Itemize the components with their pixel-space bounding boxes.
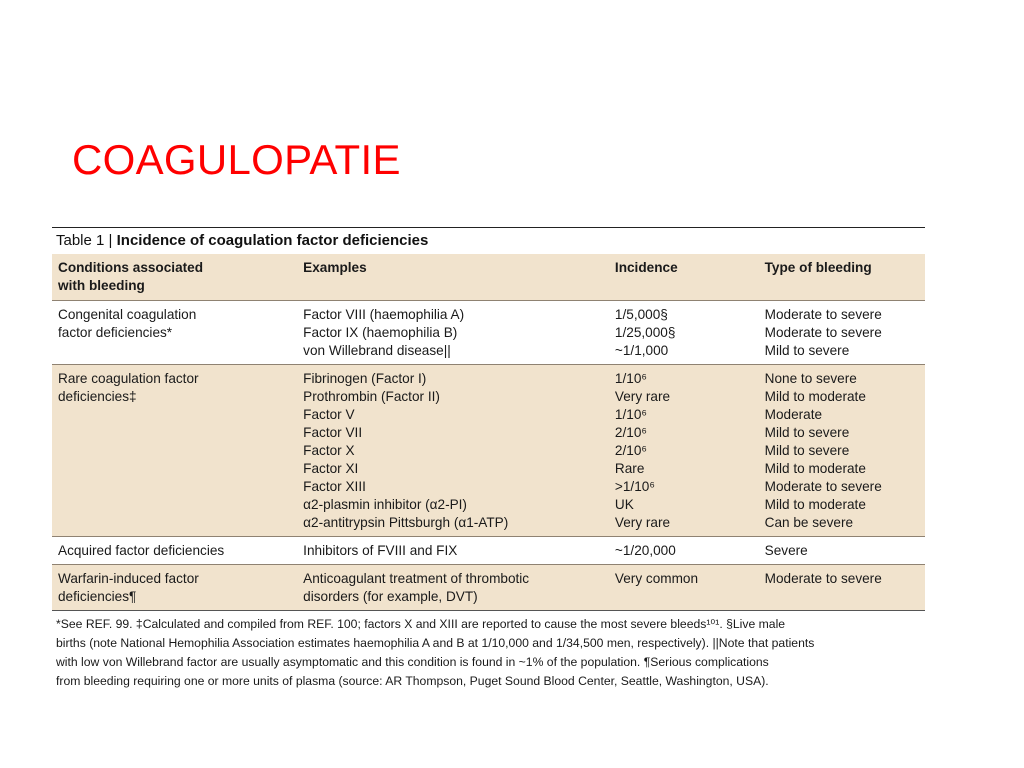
examples-cell-line: Inhibitors of FVIII and FIX: [303, 543, 458, 558]
bleeding-cell: [759, 565, 925, 611]
examples-cell-line: Factor V: [303, 407, 355, 422]
examples-cell-line: α2-plasmin inhibitor (α2-PI): [303, 497, 467, 512]
incidence-cell: [609, 565, 759, 611]
data-table: [52, 254, 925, 610]
examples-cell-line: Factor XIII: [303, 479, 366, 494]
examples-cell-line: Factor VIII (haemophilia A): [303, 307, 465, 322]
bleeding-cell-line: Mild to severe: [764, 343, 850, 358]
examples-cell-line: Prothrombin (Factor II): [303, 389, 440, 404]
header-incidence: Incidence: [609, 254, 759, 301]
examples-cell: [297, 365, 609, 537]
header-conditions-line: with bleeding: [58, 278, 145, 293]
footnote-line: from bleeding requiring one or more units of plasma (source: AR Thompson, Puget Sound Blood Center, Seattle, Washington, USA).: [56, 674, 769, 688]
table-body: [52, 301, 925, 611]
table-caption: [52, 227, 925, 254]
bleeding-cell-line: Moderate to severe: [764, 325, 882, 340]
bleeding-cell-line: Severe: [764, 543, 808, 558]
footnote-line: with low von Willebrand factor are usually asymptomatic and this condition is found in ~1% of the population. ¶Serious complications: [56, 655, 769, 669]
slide-title: COAGULOPATIE: [72, 136, 401, 183]
incidence-cell-line: UK: [614, 497, 634, 512]
table-header-row: [52, 254, 925, 301]
incidence-cell-line: Very common: [614, 571, 699, 586]
incidence-cell-line: ~1/1,000: [614, 343, 669, 358]
examples-cell-line: von Willebrand disease||: [303, 343, 451, 358]
condition-cell: [52, 365, 297, 537]
condition-cell-line: Rare coagulation factor: [58, 371, 199, 386]
bleeding-cell: [759, 537, 925, 565]
table-footnote: [52, 610, 925, 691]
examples-cell-line: Factor XI: [303, 461, 359, 476]
bleeding-cell-line: None to severe: [764, 371, 857, 386]
table-row: [52, 365, 925, 537]
incidence-cell-line: Very rare: [614, 515, 671, 530]
examples-cell-line: Anticoagulant treatment of thrombotic: [303, 571, 530, 586]
bleeding-cell-line: Moderate to severe: [764, 479, 882, 494]
examples-cell-line: disorders (for example, DVT): [303, 589, 478, 604]
bleeding-cell-line: Mild to moderate: [764, 497, 866, 512]
bleeding-cell-line: Mild to moderate: [764, 389, 866, 404]
examples-cell-line: Fibrinogen (Factor I): [303, 371, 427, 386]
condition-cell: [52, 301, 297, 365]
condition-cell-line: deficiencies¶: [58, 589, 137, 604]
bleeding-cell: [759, 365, 925, 537]
examples-cell-line: Factor IX (haemophilia B): [303, 325, 458, 340]
condition-cell-line: factor deficiencies*: [58, 325, 173, 340]
table-caption-label: Table 1 |: [56, 232, 113, 249]
bleeding-cell-line: Moderate to severe: [764, 307, 882, 322]
examples-cell: [297, 301, 609, 365]
incidence-cell-line: Rare: [614, 461, 645, 476]
condition-cell-line: Congenital coagulation: [58, 307, 197, 322]
incidence-cell-line: 1/25,000§: [614, 325, 676, 340]
condition-cell-line: Warfarin-induced factor: [58, 571, 199, 586]
examples-cell-line: α2-antitrypsin Pittsburgh (α1-ATP): [303, 515, 509, 530]
examples-cell-line: Factor VII: [303, 425, 363, 440]
incidence-cell: [609, 537, 759, 565]
table-caption-title: Incidence of coagulation factor deficiencies: [116, 232, 429, 249]
incidence-cell-line: 1/10⁶: [614, 371, 647, 386]
examples-cell: [297, 537, 609, 565]
condition-cell: [52, 565, 297, 611]
header-conditions-line: Conditions associated: [58, 260, 204, 275]
footnote-line: births (note National Hemophilia Association estimates haemophilia A and B at 1/10,000 and 1/34,500 men, respectively). ||Note that patients: [56, 636, 815, 650]
bleeding-cell-line: Mild to severe: [764, 425, 850, 440]
incidence-cell-line: 2/10⁶: [614, 443, 647, 458]
table-row: [52, 565, 925, 611]
examples-cell-line: Factor X: [303, 443, 355, 458]
bleeding-cell-line: Mild to moderate: [764, 461, 866, 476]
footnote-line: *See REF. 99. ‡Calculated and compiled from REF. 100; factors X and XIII are reported to cause the most severe bleeds¹⁰¹. §Live male: [56, 617, 786, 631]
incidence-cell-line: 1/5,000§: [614, 307, 668, 322]
examples-cell: [297, 565, 609, 611]
header-examples: Examples: [297, 254, 609, 301]
incidence-cell-line: ~1/20,000: [614, 543, 676, 558]
incidence-table: [52, 227, 925, 691]
header-bleeding: Type of bleeding: [759, 254, 925, 301]
bleeding-cell-line: Moderate to severe: [764, 571, 882, 586]
incidence-cell-line: 2/10⁶: [614, 425, 647, 440]
incidence-cell: [609, 365, 759, 537]
incidence-cell-line: 1/10⁶: [614, 407, 647, 422]
condition-cell: [52, 537, 297, 565]
incidence-cell-line: Very rare: [614, 389, 671, 404]
table-row: [52, 537, 925, 565]
bleeding-cell: [759, 301, 925, 365]
condition-cell-line: deficiencies‡: [58, 389, 137, 404]
bleeding-cell-line: Mild to severe: [764, 443, 850, 458]
condition-cell-line: Acquired factor deficiencies: [58, 543, 225, 558]
header-conditions: [52, 254, 297, 301]
bleeding-cell-line: Can be severe: [764, 515, 854, 530]
table-row: [52, 301, 925, 365]
bleeding-cell-line: Moderate: [764, 407, 823, 422]
incidence-cell-line: >1/10⁶: [614, 479, 655, 494]
incidence-cell: [609, 301, 759, 365]
